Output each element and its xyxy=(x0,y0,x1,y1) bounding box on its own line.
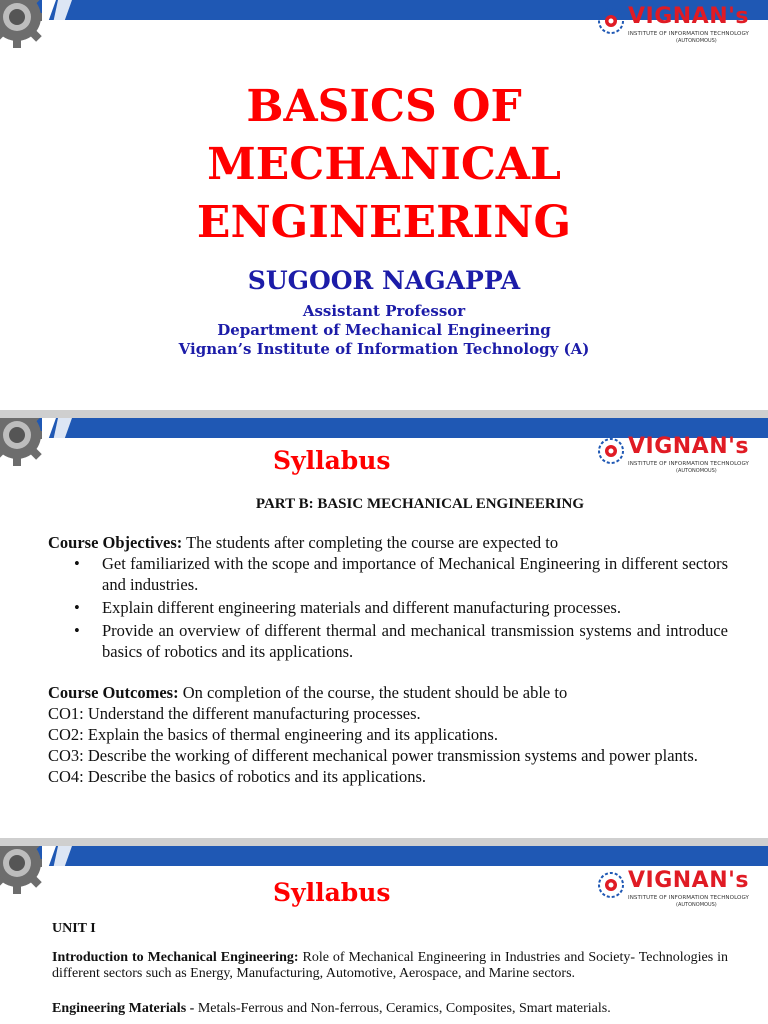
title-line: MECHANICAL xyxy=(207,139,561,190)
designation: Assistant Professor xyxy=(302,302,466,320)
bullet-icon: • xyxy=(74,554,80,573)
logo-emblem-icon xyxy=(598,872,624,898)
slide-title xyxy=(0,0,768,410)
logo-subtitle: INSTITUTE OF INFORMATION TECHNOLOGY xyxy=(628,461,750,467)
objective-text: Explain different engineering materials and different manufacturing processes. xyxy=(102,598,621,617)
logo-autonomous: (AUTONOMOUS) xyxy=(676,38,717,44)
top-bar xyxy=(0,846,768,866)
outcome-item: CO3: Describe the working of different mechanical power transmission systems and power plants. xyxy=(48,746,698,765)
vignans-logo xyxy=(598,6,758,50)
logo-name: VIGNAN's xyxy=(628,868,749,893)
logo-emblem-icon xyxy=(598,8,624,34)
part-title: PART B: BASIC MECHANICAL ENGINEERING xyxy=(255,496,585,512)
bullet-icon: • xyxy=(74,598,80,617)
gear-icon xyxy=(0,0,48,48)
intro-label: Introduction to Mechanical Engineering: xyxy=(52,950,299,965)
unit-materials xyxy=(52,1001,728,1017)
materials-text: Metals-Ferrous and Non-ferrous, Ceramics, Composites, Smart materials. xyxy=(194,1001,611,1016)
department: Department of Mechanical Engineering xyxy=(217,321,551,339)
logo-name: VIGNAN's xyxy=(628,4,749,29)
logo-name: VIGNAN's xyxy=(628,434,749,459)
logo-autonomous: (AUTONOMOUS) xyxy=(676,902,717,908)
institute: Vignan’s Institute of Information Technology (A) xyxy=(178,340,590,358)
slide-title-text xyxy=(0,78,768,252)
title-line: ENGINEERING xyxy=(196,197,572,248)
vignans-logo xyxy=(598,870,758,914)
course-outcomes xyxy=(48,682,728,787)
objective-text: Provide an overview of different thermal and mechanical transmission systems and introduce basics of robotics and its applications. xyxy=(102,621,728,661)
slide-heading: Syllabus xyxy=(273,878,391,907)
intro-text: Role of Mechanical Engineering in Industries and Society- Technologies in different sectors such as Energy, Manufacturing, Automotive, Aerospace, and Marine sectors. xyxy=(52,950,728,981)
gear-icon xyxy=(0,418,48,466)
unit-title: UNIT I xyxy=(52,921,96,936)
outcome-item: CO1: Understand the different manufacturing processes. xyxy=(48,704,421,723)
outcome-item: CO4: Describe the basics of robotics and its applications. xyxy=(48,767,427,786)
slide-syllabus-unit1 xyxy=(0,846,768,1024)
list-item xyxy=(48,620,728,662)
logo-subtitle: INSTITUTE OF INFORMATION TECHNOLOGY xyxy=(628,895,750,901)
outcomes-intro-text: On completion of the course, the student should be able to xyxy=(178,683,568,702)
decor-stripes xyxy=(42,846,82,874)
logo-subtitle: INSTITUTE OF INFORMATION TECHNOLOGY xyxy=(628,31,750,37)
course-objectives xyxy=(48,532,728,662)
objective-text: Get familiarized with the scope and importance of Mechanical Engineering in different sectors and industries. xyxy=(102,554,728,594)
author-name: SUGOOR NAGAPPA xyxy=(247,266,521,295)
vignans-logo xyxy=(598,436,758,480)
outcomes-intro xyxy=(48,682,728,703)
logo-emblem-icon xyxy=(598,438,624,464)
slide-syllabus-objectives xyxy=(0,418,768,838)
materials-label: Engineering Materials - xyxy=(52,1001,195,1016)
gear-icon xyxy=(0,846,48,894)
outcome-item: CO2: Explain the basics of thermal engineering and its applications. xyxy=(48,725,498,744)
unit-intro xyxy=(52,950,728,982)
list-item xyxy=(48,597,728,618)
bullet-icon: • xyxy=(74,621,80,640)
decor-stripes xyxy=(42,418,82,446)
slide-heading: Syllabus xyxy=(273,446,391,475)
logo-autonomous: (AUTONOMOUS) xyxy=(676,468,717,474)
list-item xyxy=(48,553,728,595)
objectives-label: Course Objectives: xyxy=(48,533,183,552)
title-line: BASICS OF xyxy=(246,81,522,132)
objectives-intro-text: The students after completing the course are expected to xyxy=(182,533,559,552)
outcomes-label: Course Outcomes: xyxy=(48,683,179,702)
objectives-intro xyxy=(48,532,728,553)
decor-stripes xyxy=(42,0,82,28)
